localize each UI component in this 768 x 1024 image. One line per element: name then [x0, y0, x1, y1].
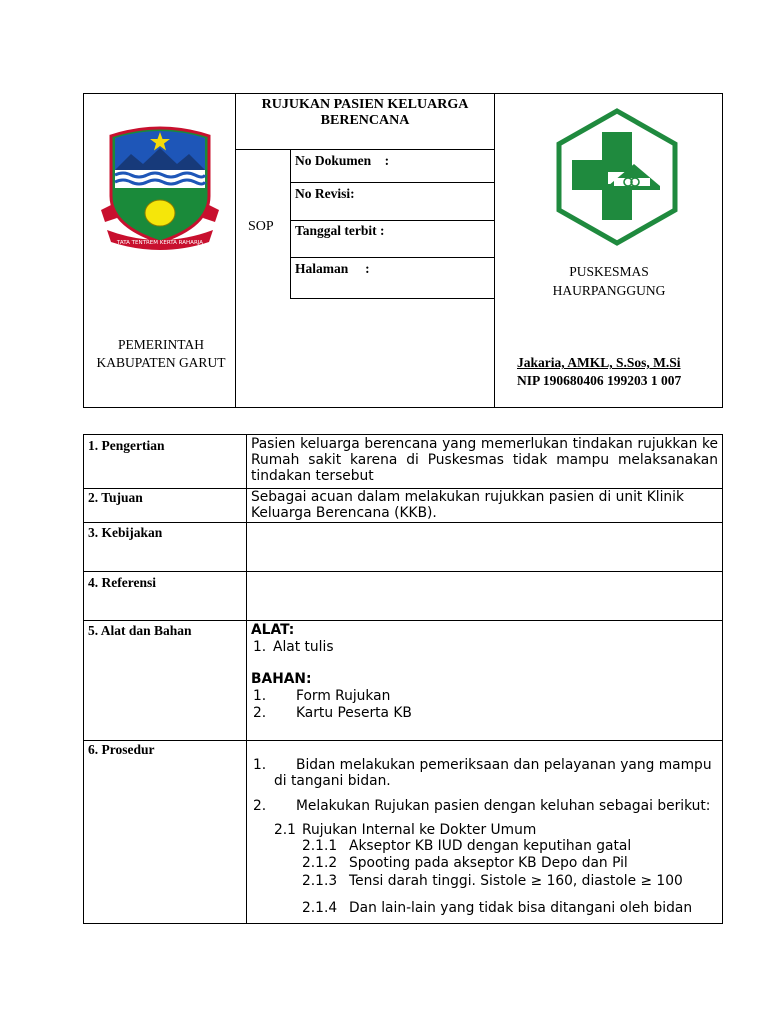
- field-line-4: [290, 298, 495, 299]
- sub-sub-1-text: Akseptor KB IUD dengan keputihan gatal: [349, 838, 632, 854]
- row-divider-4: [83, 620, 723, 621]
- sub-sub-4-text: Dan lain-lain yang tidak bisa ditangani oleh bidan: [349, 900, 693, 916]
- signer-block: [517, 354, 681, 390]
- sub-sub-3-text: Tensi darah tinggi. Sistole ≥ 160, diastole ≥ 100: [349, 873, 683, 889]
- field-halaman: Halaman :: [295, 261, 370, 276]
- alat-heading: ALAT:: [251, 622, 295, 638]
- signer-name: Jakaria, AMKL, S.Sos, M.Si: [517, 355, 681, 370]
- field-tanggal-terbit: Tanggal terbit :: [295, 223, 385, 238]
- garut-emblem-logo: [97, 118, 223, 258]
- step-1-text: Bidan melakukan pemeriksaan dan pelayanan yang mampu: [296, 757, 712, 773]
- step-2-number: 2.: [253, 798, 267, 814]
- field-box-left: [290, 149, 291, 299]
- label-pengertian: 1. Pengertian: [88, 438, 165, 453]
- right-org-name: [497, 262, 721, 300]
- page-title: RUJUKAN PASIEN KELUARGA BERENCANA: [261, 97, 469, 128]
- alat-item-text: Alat tulis: [273, 639, 334, 655]
- label-kebijakan: 3. Kebijakan: [88, 525, 163, 540]
- left-org-line-2: KABUPATEN GARUT: [96, 355, 226, 370]
- header-divider-right: [494, 93, 495, 408]
- bahan-item-2-text: Kartu Peserta KB: [296, 705, 412, 721]
- title-divider: [235, 149, 495, 150]
- step-2-text: Melakukan Rujukan pasien dengan keluhan sebagai berikut:: [296, 798, 711, 814]
- sub-sub-2-number: 2.1.2: [302, 855, 338, 871]
- right-org-line-1: PUSKESMAS: [569, 264, 649, 279]
- field-line-2: [290, 220, 495, 221]
- sop-label: SOP: [248, 219, 274, 234]
- bahan-item-1-text: Form Rujukan: [296, 688, 391, 704]
- content-pengertian: Pasien keluarga berencana yang memerlukan tindakan rujukkan ke Rumah sakit karena di Puskesmas tidak mampu melaksanakan tindakan tersebut: [251, 436, 718, 484]
- step-1-number: 1.: [253, 757, 267, 773]
- puskesmas-logo: [554, 108, 680, 246]
- sub-step-number: 2.1: [274, 822, 296, 838]
- field-no-revisi: No Revisi:: [295, 186, 355, 201]
- label-prosedur: 6. Prosedur: [88, 742, 155, 757]
- signer-nip: NIP 190680406 199203 1 007: [517, 373, 682, 388]
- sub-sub-3-number: 2.1.3: [302, 873, 338, 889]
- field-line-3: [290, 257, 495, 258]
- row-divider-3: [83, 571, 723, 572]
- sub-sub-4-number: 2.1.4: [302, 900, 338, 916]
- left-org-line-1: PEMERINTAH: [118, 337, 204, 352]
- bahan-item-2-number: 2.: [253, 705, 267, 721]
- bahan-heading: BAHAN:: [251, 671, 312, 687]
- field-no-dokumen: No Dokumen :: [295, 153, 390, 168]
- content-tujuan: Sebagai acuan dalam melakukan rujukkan pasien di unit Klinik Keluarga Berencana (KKB).: [251, 489, 684, 521]
- label-referensi: 4. Referensi: [88, 575, 156, 590]
- step-1-continuation: di tangani bidan.: [274, 773, 391, 789]
- sub-step-text: Rujukan Internal ke Dokter Umum: [302, 822, 537, 838]
- sub-sub-1-number: 2.1.1: [302, 838, 338, 854]
- label-tujuan: 2. Tujuan: [88, 490, 143, 505]
- bahan-item-1-number: 1.: [253, 688, 267, 704]
- label-column-divider: [246, 434, 247, 924]
- label-alat-bahan: 5. Alat dan Bahan: [88, 623, 192, 638]
- right-org-line-2: HAURPANGGUNG: [552, 283, 666, 298]
- field-line-1: [290, 182, 495, 183]
- emblem-ribbon-text: TATA TENTREM KERTA RAHARJA: [116, 240, 204, 246]
- left-org-name: [86, 336, 236, 372]
- row-divider-2: [83, 522, 723, 523]
- row-divider-5: [83, 740, 723, 741]
- sub-sub-2-text: Spooting pada akseptor KB Depo dan Pil: [349, 855, 628, 871]
- alat-item-number: 1.: [253, 639, 267, 655]
